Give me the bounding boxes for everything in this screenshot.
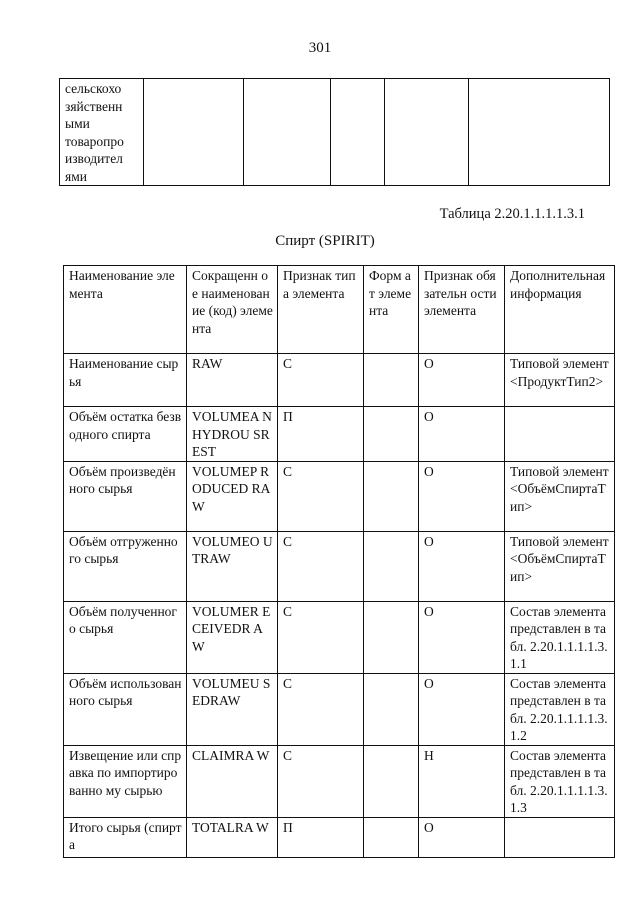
table-title: Спирт (SPIRIT) (275, 233, 375, 249)
table-cell (244, 79, 331, 186)
cell-format (364, 601, 419, 673)
table-row (64, 354, 615, 407)
cell-code: RAW (187, 354, 278, 407)
cell-format (364, 407, 419, 462)
table-cell (469, 79, 610, 186)
cell-info: Состав элемента представлен в табл. 2.20.1.1.1.1.3.1.1 (505, 601, 615, 673)
header-cell: Форм ат элеме нта (364, 266, 419, 354)
cell-type: С (278, 354, 364, 407)
cell-name: Наименование сырья (64, 354, 187, 407)
cell-format (364, 354, 419, 407)
cell-code: VOLUMER ECEIVEDR AW (187, 601, 278, 673)
cell-format (364, 673, 419, 745)
cell-name: Объём отгруженного сырья (64, 531, 187, 601)
table-row (64, 673, 615, 745)
table-header-row (64, 266, 615, 354)
cell-format (364, 745, 419, 817)
header-cell: Дополнительная информация (505, 266, 615, 354)
cell-name: Извещение или справка по импортированно му сырью (64, 745, 187, 817)
table-row (64, 407, 615, 462)
cell-name: Объём остатка безводного спирта (64, 407, 187, 462)
table-cell (144, 79, 244, 186)
cell-info: Типовой элемент <ОбъёмСпиртаТ ип> (505, 461, 615, 531)
continued-table (59, 78, 610, 186)
cell-required: О (419, 673, 505, 745)
cell-info: Типовой элемент <ОбъёмСпиртаТ ип> (505, 531, 615, 601)
table-row (64, 461, 615, 531)
cell-name: Итого сырья (спирта (64, 817, 187, 857)
cell-type: С (278, 673, 364, 745)
cell-required: О (419, 407, 505, 462)
cell-type: С (278, 531, 364, 601)
header-cell: Сокращенн ое наименован ие (код) элемента (187, 266, 278, 354)
cell-code: CLAIMRA W (187, 745, 278, 817)
cell-type: С (278, 601, 364, 673)
header-cell: Наименование элемента (64, 266, 187, 354)
table-cell (331, 79, 385, 186)
cell-info: Состав элемента представлен в табл. 2.20.1.1.1.1.3.1.3 (505, 745, 615, 817)
cell-name: Объём использованного сырья (64, 673, 187, 745)
cell-type: П (278, 407, 364, 462)
table-row (60, 79, 610, 186)
cell-format (364, 461, 419, 531)
cell-code: VOLUMEO UTRAW (187, 531, 278, 601)
cell-required: О (419, 354, 505, 407)
cell-info: Состав элемента представлен в табл. 2.20.1.1.1.1.3.1.2 (505, 673, 615, 745)
cell-required: О (419, 817, 505, 857)
cell-required: О (419, 531, 505, 601)
header-cell: Признак типа элемента (278, 266, 364, 354)
cell-code: TOTALRA W (187, 817, 278, 857)
table-row (64, 745, 615, 817)
table-row (64, 601, 615, 673)
cell-type: С (278, 745, 364, 817)
cell-required: О (419, 601, 505, 673)
cell-name: Объём полученного сырья (64, 601, 187, 673)
cell-format (364, 531, 419, 601)
cell-info (505, 407, 615, 462)
table-caption: Таблица 2.20.1.1.1.1.3.1 (439, 206, 585, 222)
header-cell: Признак обязательн ости элемента (419, 266, 505, 354)
cell-format (364, 817, 419, 857)
cell-required: О (419, 461, 505, 531)
table-cell: сельскохо зяйственн ыми товаропро изводител ями (60, 79, 144, 186)
cell-info (505, 817, 615, 857)
cell-code: VOLUMEA NHYDROU SREST (187, 407, 278, 462)
table-cell (385, 79, 469, 186)
spirit-table (63, 265, 615, 858)
cell-info: Типовой элемент <ПродуктТип2> (505, 354, 615, 407)
table-row (64, 817, 615, 857)
page-number: 301 (308, 40, 332, 56)
cell-code: VOLUMEU SEDRAW (187, 673, 278, 745)
cell-type: С (278, 461, 364, 531)
cell-required: Н (419, 745, 505, 817)
cell-code: VOLUMEP RODUCED RAW (187, 461, 278, 531)
cell-name: Объём произведённого сырья (64, 461, 187, 531)
table-row (64, 531, 615, 601)
cell-type: П (278, 817, 364, 857)
